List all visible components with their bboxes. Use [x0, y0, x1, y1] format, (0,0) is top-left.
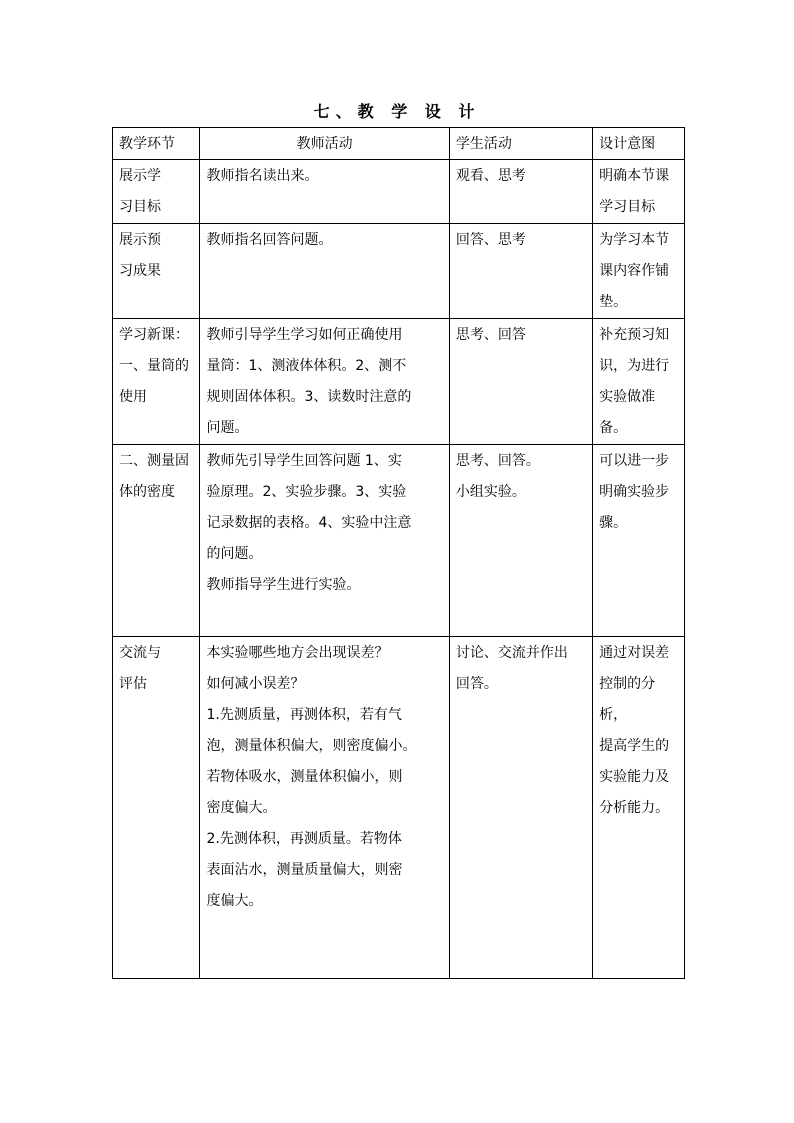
cell-text-line: 教师引导学生学习如何正确使用: [206, 327, 403, 343]
cell-text-line: 教师指导学生进行实验。: [206, 577, 361, 593]
cell-text-line: 习成果: [119, 263, 161, 279]
cell-text-line: 可以进一步: [599, 453, 670, 469]
cell-stage: [113, 445, 200, 637]
cell-text-line: 评估: [119, 676, 147, 692]
header-design-intent: 设计意图: [593, 128, 685, 160]
table-row: [113, 637, 685, 979]
cell-text-line: 度偏大。: [206, 893, 263, 909]
cell-text-line: 思考、回答: [455, 327, 526, 343]
cell-text-line: 使用: [119, 389, 147, 405]
cell-text-line: 识，为进行: [599, 358, 670, 374]
cell-text-line: 如何减小误差？: [206, 676, 305, 692]
header-teacher-activity: 教师活动: [200, 128, 449, 160]
cell-text-line: 教师先引导学生回答问题 1、实: [206, 453, 402, 469]
table-header-row: [113, 128, 685, 160]
cell-text-line: 明确本节课: [599, 168, 670, 184]
cell-text-line: 一、量筒的: [119, 358, 189, 374]
cell-text-line: 讨论、交流并作出: [455, 645, 568, 661]
cell-teacher-activity: [200, 319, 449, 445]
cell-design-intent: [593, 160, 685, 224]
cell-student-activity: [449, 160, 592, 224]
cell-stage: [113, 319, 200, 445]
cell-text-line: 为学习本节: [599, 232, 670, 248]
cell-text-line: 规则固体体积。3、读数时注意的: [206, 389, 412, 405]
page-title: 七、教 学 设 计: [313, 102, 481, 121]
cell-text-line: 展示预: [119, 232, 161, 248]
cell-stage: [113, 637, 200, 979]
cell-text-line: 垫。: [599, 294, 628, 310]
cell-text-line: 补充预习知: [599, 327, 670, 343]
cell-text-line: 回答。: [455, 676, 498, 692]
cell-text-line: 若物体吸水，测量体积偏小，则: [206, 769, 403, 785]
table-row: [113, 160, 685, 224]
cell-text-line: 交流与: [119, 645, 161, 661]
cell-text-line: 2.先测体积，再测质量。若物体: [206, 831, 402, 847]
cell-text-line: 本实验哪些地方会出现误差？: [206, 645, 389, 661]
cell-student-activity: [449, 445, 592, 637]
table-row: [113, 319, 685, 445]
cell-text-line: 控制的分析，: [599, 676, 656, 723]
cell-text-line: 展示学: [119, 168, 161, 184]
cell-text-line: 量筒：1、测液体体积。2、测不: [206, 358, 407, 374]
cell-text-line: 学习新课：: [119, 327, 189, 343]
cell-design-intent: [593, 445, 685, 637]
cell-text-line: 教师指名读出来。: [206, 168, 319, 184]
cell-student-activity: [449, 224, 592, 319]
cell-text-line: 小组实验。: [455, 484, 526, 500]
cell-text-line: 回答、思考: [455, 232, 526, 248]
cell-text-line: 通过对误差: [599, 645, 670, 661]
cell-text-line: 思考、回答。: [455, 453, 540, 469]
cell-teacher-activity: [200, 160, 449, 224]
cell-text-line: 明确实验步: [599, 484, 670, 500]
cell-design-intent: [593, 224, 685, 319]
cell-stage: [113, 224, 200, 319]
cell-teacher-activity: [200, 637, 449, 979]
cell-design-intent: [593, 637, 685, 979]
cell-text-line: 记录数据的表格。4、实验中注意: [206, 515, 412, 531]
cell-text-line: 1.先测质量，再测体积，若有气: [206, 707, 402, 723]
cell-text-line: 体的密度: [119, 484, 175, 500]
cell-text-line: 骤。: [599, 515, 628, 531]
cell-stage: [113, 160, 200, 224]
cell-text-line: 验原理。2、实验步骤。3、实验: [206, 484, 407, 500]
cell-teacher-activity: [200, 445, 449, 637]
cell-text-line: 的问题。: [206, 546, 263, 562]
teaching-design-table: [112, 127, 685, 979]
cell-text-line: 表面沾水，测量质量偏大，则密: [206, 862, 403, 878]
cell-teacher-activity: [200, 224, 449, 319]
cell-text-line: 泡，测量体积偏大，则密度偏小。: [206, 738, 417, 754]
cell-text-line: 密度偏大。: [206, 800, 277, 816]
header-student-activity: 学生活动: [449, 128, 592, 160]
cell-text-line: 二、测量固: [119, 453, 189, 469]
cell-text-line: 实验做准备。: [599, 389, 656, 436]
cell-text-line: 分析能力。: [599, 800, 670, 816]
cell-design-intent: [593, 319, 685, 445]
cell-text-line: 观看、思考: [455, 168, 526, 184]
cell-text-line: 教师指名回答问题。: [206, 232, 333, 248]
cell-student-activity: [449, 637, 592, 979]
cell-text-line: 课内容作铺: [599, 263, 670, 279]
cell-text-line: 问题。: [206, 420, 249, 436]
cell-text-line: 习目标: [119, 199, 161, 215]
cell-text-line: 提高学生的: [599, 738, 670, 754]
cell-text-line: 学习目标: [599, 199, 656, 215]
cell-text-line: 实验能力及: [599, 769, 670, 785]
cell-student-activity: [449, 319, 592, 445]
header-stage: 教学环节: [113, 128, 200, 160]
table-row: [113, 445, 685, 637]
table-row: [113, 224, 685, 319]
